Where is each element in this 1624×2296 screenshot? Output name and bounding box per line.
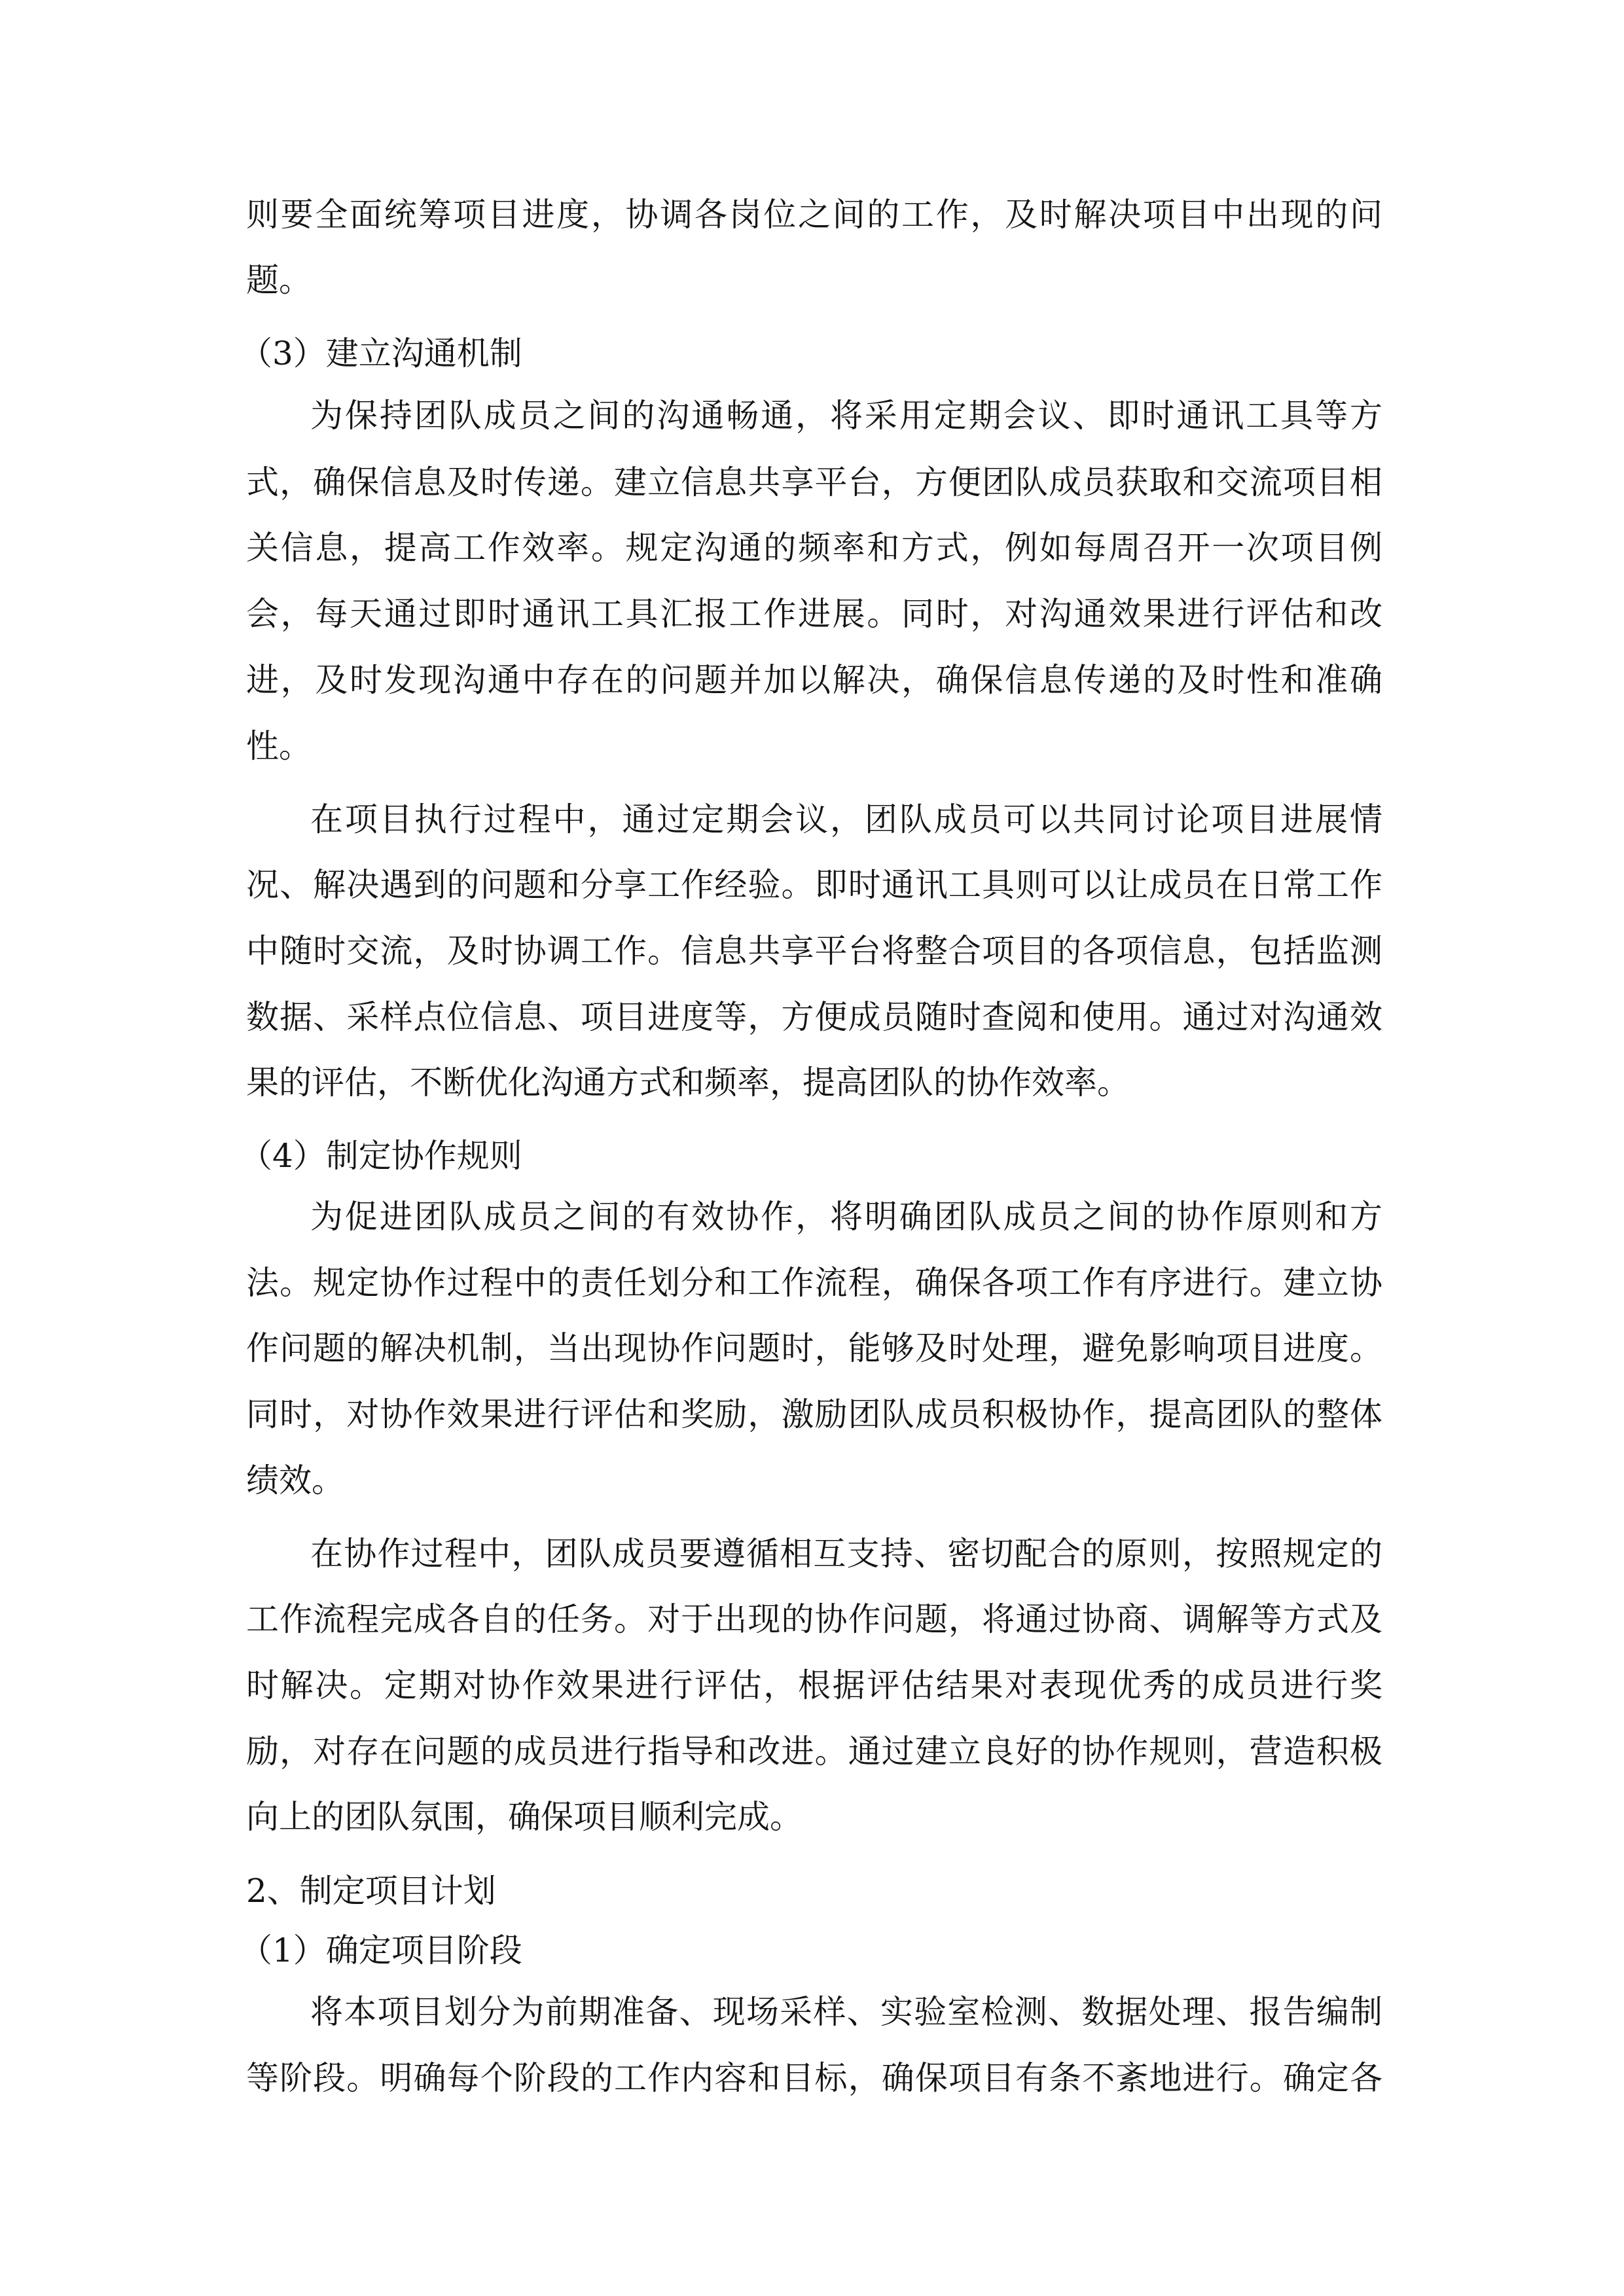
body-text-line: 为保持团队成员之间的沟通畅通，将采用定期会议、即时通讯工具等方 [310,397,1382,435]
subsection-heading: （4）制定协作规则 [240,1137,522,1175]
body-text-line: 同时，对协作效果进行评估和奖励，激励团队成员积极协作，提高团队的整体 [246,1395,1382,1433]
body-text-line: 作问题的解决机制，当出现协作问题时，能够及时处理，避免影响项目进度。 [246,1329,1382,1367]
body-text-line: 工作流程完成各自的任务。对于出现的协作问题，将通过协商、调解等方式及 [246,1600,1382,1638]
body-text-line: 绩效。 [246,1462,344,1499]
body-text-line: 题。 [246,261,312,299]
body-text-line: 时解决。定期对协作效果进行评估，根据评估结果对表现优秀的成员进行奖 [246,1666,1382,1704]
body-text-line: 励，对存在问题的成员进行指导和改进。通过建立良好的协作规则，营造积极 [246,1732,1382,1770]
body-text-line: 中随时交流，及时协调工作。信息共享平台将整合项目的各项信息，包括监测 [246,932,1382,970]
body-text-line: 将本项目划分为前期准备、现场采样、实验室检测、数据处理、报告编制 [310,1993,1382,2031]
subsection-heading: （3）建立沟通机制 [240,334,522,372]
body-text-line: 会，每天通过即时通讯工具汇报工作进展。同时，对沟通效果进行评估和改 [246,595,1382,633]
body-text-line: 数据、采样点位信息、项目进度等，方便成员随时查阅和使用。通过对沟通效 [246,998,1382,1036]
body-text-line: 进，及时发现沟通中存在的问题并加以解决，确保信息传递的及时性和准确 [246,661,1382,699]
body-text-line: 果的评估，不断优化沟通方式和频率，提高团队的协作效率。 [246,1064,1130,1102]
body-text-line: 况、解决遇到的问题和分享工作经验。即时通讯工具则可以让成员在日常工作 [246,866,1382,904]
section-heading: 2、制定项目计划 [246,1872,496,1910]
body-text-line: 在协作过程中，团队成员要遵循相互支持、密切配合的原则，按照规定的 [310,1535,1382,1573]
body-text-line: 则要全面统筹项目进度，协调各岗位之间的工作，及时解决项目中出现的问 [246,196,1382,234]
body-text-line: 为促进团队成员之间的有效协作，将明确团队成员之间的协作原则和方 [310,1198,1382,1236]
body-text-line: 关信息，提高工作效率。规定沟通的频率和方式，例如每周召开一次项目例 [246,529,1382,567]
body-text-line: 向上的团队氛围，确保项目顺利完成。 [246,1798,803,1836]
body-text-line: 性。 [246,727,312,765]
body-text-line: 等阶段。明确每个阶段的工作内容和目标，确保项目有条不紊地进行。确定各 [246,2059,1382,2097]
body-text-line: 在项目执行过程中，通过定期会议，团队成员可以共同讨论项目进展情 [310,800,1382,838]
subsection-heading: （1）确定项目阶段 [240,1931,522,1969]
body-text-line: 式，确保信息及时传递。建立信息共享平台，方便团队成员获取和交流项目相 [246,463,1382,501]
body-text-line: 法。规定协作过程中的责任划分和工作流程，确保各项工作有序进行。建立协 [246,1264,1382,1302]
